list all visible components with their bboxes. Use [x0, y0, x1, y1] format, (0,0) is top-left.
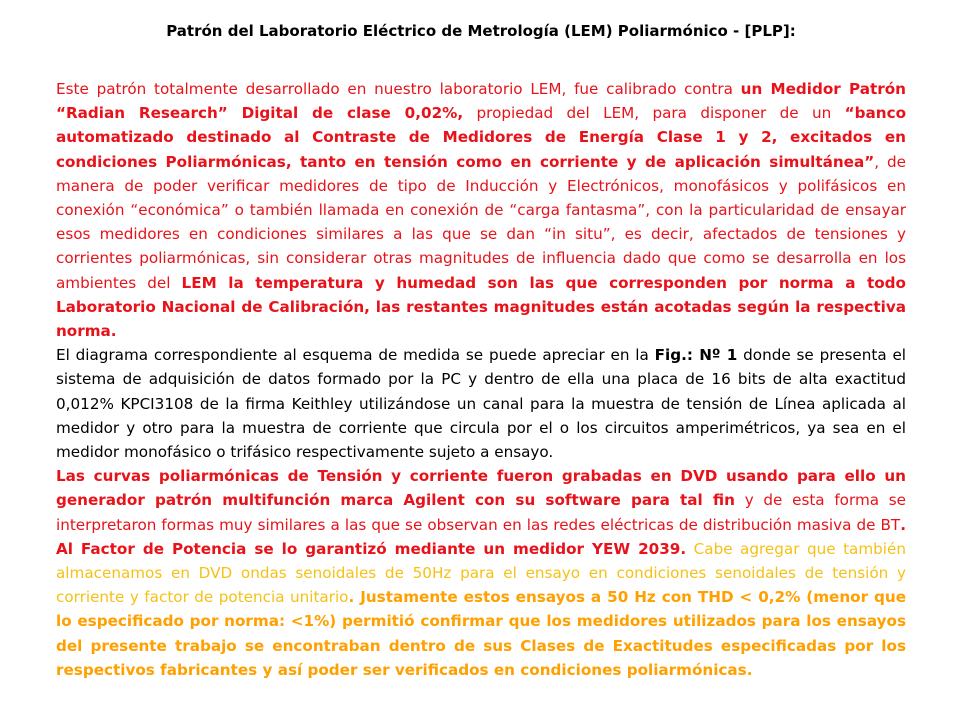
- text-run: . Al Factor de Potencia se lo garantizó mediante un medidor YEW 2039.: [56, 515, 906, 558]
- paragraph-2: [56, 343, 906, 464]
- slide-title: Patrón del Laboratorio Eléctrico de Metrología (LEM) Poliarmónico - [PLP]:: [166, 22, 796, 40]
- text-run: Las curvas poliarmónicas de Tensión y corriente fueron grabadas en DVD usando para ello un generador patrón multifunción marca Agilent con su software para tal fin: [56, 467, 906, 510]
- text-run: Fig.: Nº 1: [654, 346, 738, 365]
- text-run: , de manera de poder verificar medidores de tipo de Inducción y Electrónicos, monofásicos y polifásicos en conexión “económica” o también llamada en conexión de “carga fantasma”, con la particularidad de ensayar esos medidores en condiciones similares a las que se dan “in situ”, es decir, afectados de tensiones y corrientes poliarmónicas, sin considerar otras magnitudes de influencia dado que como se desarrolla en los ambientes del: [56, 152, 906, 292]
- text-run: LEM la temperatura y humedad son las que corresponden por norma a todo Laboratorio Nacional de Calibración, las restantes magnitudes están acotadas según la respectiva norma.: [56, 273, 906, 341]
- paragraph-3: [56, 464, 906, 682]
- text-run: donde se presenta el sistema de adquisición de datos formado por la PC y dentro de ella una placa de 16 bits de alta exactitud 0,012% KPCI3108 de la firma Keithley utilizándose un canal para la muestra de tensión de Línea aplicada al medidor y otro para la muestra de corriente que circula por el o los circuitos amperimétricos, ya sea en el medidor monofásico o trifásico respectivamente sujeto a ensayo.: [56, 346, 907, 462]
- text-run: Cabe agregar que también almacenamos en DVD ondas senoidales de 50Hz para el ensayo en condiciones senoidales de tensión y corriente y factor de potencia unitario: [56, 539, 906, 607]
- text-run: “banco automatizado destinado al Contraste de Medidores de Energía Clase 1 y 2, excitados en condiciones Poliarmónicas, tanto en tensión como en corriente y de aplicación simultánea”: [56, 104, 907, 171]
- body-text: [56, 77, 906, 682]
- text-run: y de esta forma se interpretaron formas muy similares a las que se observan en las redes eléctricas de distribución masiva de BT: [56, 491, 907, 534]
- text-run: un Medidor Patrón “Radian Research” Digital de clase 0,02%,: [56, 80, 906, 123]
- text-run: propiedad del LEM, para disponer de un: [463, 104, 845, 123]
- text-run: El diagrama correspondiente al esquema de medida se puede apreciar en la: [56, 346, 655, 365]
- text-run: Este patrón totalmente desarrollado en nuestro laboratorio LEM, fue calibrado contra: [56, 80, 741, 98]
- paragraph-1: [56, 77, 906, 343]
- text-run: . Justamente estos ensayos a 50 Hz con THD < 0,2% (menor que lo especificado por norma: <1%) permitió confirmar que los medidores utilizados para los ensayos del presente trabajo se encontraban dentro de sus Clases de Exactitudes especificadas por los respectivos fabricantes y así poder ser verificados en condiciones poliarmónicas.: [56, 588, 906, 679]
